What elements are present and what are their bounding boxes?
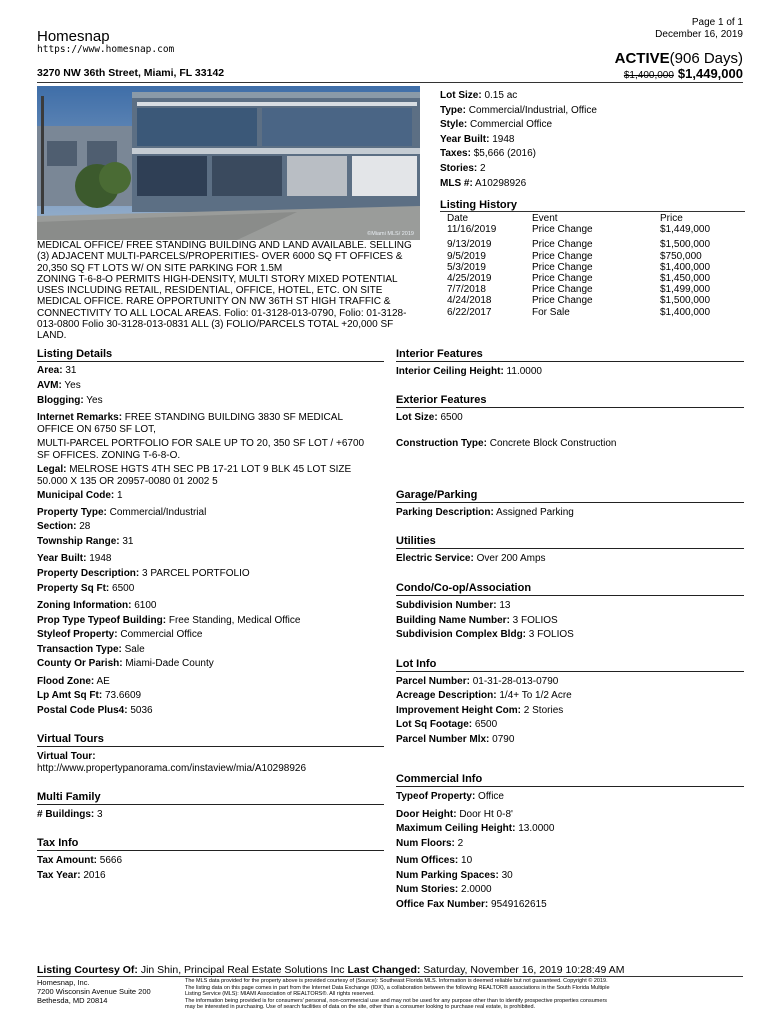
fact-label: MLS #: [440, 177, 473, 189]
field-label: Parcel Number: [396, 676, 470, 687]
row-price: $1,500,000 [660, 239, 711, 251]
property-photo-image [37, 86, 420, 240]
field-value: 31 [62, 365, 77, 376]
remarks-line: MEDICAL OFFICE/ FREE STANDING BUILDING AND LAND AVAILABLE. SELLING [37, 240, 412, 251]
field-parcel-mlx [396, 734, 514, 746]
field-label: Num Floors: [396, 838, 455, 849]
field-property-description [37, 568, 250, 580]
row-price: $1,499,000 [660, 284, 711, 296]
field-label: Property Sq Ft: [37, 583, 110, 594]
field-label: Area: [37, 365, 63, 376]
remarks-line: 20,350 SQ FT LOTS W/ ON SITE PARKING FOR 1.5M [37, 262, 283, 274]
table-row [447, 262, 747, 273]
field-label: AVM: [37, 380, 62, 391]
row-event: Price Change [532, 272, 593, 284]
section-utilities: Utilities [396, 535, 744, 549]
current-price: $1,449,000 [677, 66, 743, 81]
field-label: Num Stories: [396, 884, 459, 895]
field-section [37, 521, 90, 533]
courtesy-value: Jin Shin, Principal Real Estate Solutions Inc [137, 964, 348, 976]
field-value: Free Standing, Medical Office [166, 615, 301, 626]
field-label: Virtual Tour: [37, 751, 96, 762]
field-value: 13.0000 [515, 823, 555, 834]
courtesy-label: Listing Courtesy Of: [37, 964, 138, 976]
fact-stories [440, 162, 750, 177]
field-postal-plus4 [37, 705, 153, 717]
fact-label: Lot Size: [440, 90, 482, 101]
table-row [447, 307, 747, 318]
field-municipal-code [37, 490, 123, 502]
price-block [624, 66, 743, 81]
old-price: $1,400,000 [623, 70, 674, 81]
field-value: Yes [61, 380, 81, 391]
field-lp-amt [37, 690, 141, 702]
disclaimer [185, 978, 745, 1011]
fact-label: Taxes: [440, 148, 471, 160]
field-label: Lp Amt Sq Ft: [37, 690, 103, 701]
field-value: 5036 [127, 705, 153, 716]
field-value: 6500 [472, 719, 498, 730]
company-city: Bethesda, MD 20814 [37, 996, 108, 1005]
field-buildings [37, 809, 103, 821]
field-parking-description [396, 507, 574, 519]
row-event: Price Change [532, 295, 593, 307]
fact-style [440, 118, 750, 133]
field-label: Municipal Code: [37, 490, 115, 501]
field-value: 10 [458, 855, 473, 866]
field-township-range [37, 536, 134, 548]
field-tax-year [37, 870, 106, 882]
row-date: 7/7/2018 [447, 284, 486, 296]
field-label: Tax Year: [37, 870, 81, 881]
field-label: Internet Remarks: [37, 412, 123, 423]
row-date: 11/16/2019 [447, 224, 497, 236]
field-value: 2 Stories [521, 705, 564, 716]
field-value: 1 [114, 490, 123, 501]
field-value: 28 [76, 521, 91, 532]
field-transaction-type [37, 644, 145, 656]
row-date: 9/5/2019 [447, 250, 486, 262]
field-value: 11.0000 [503, 366, 542, 377]
fact-value: 1948 [489, 133, 515, 145]
field-zoning-information [37, 600, 156, 612]
field-value: 3 FOLIOS [526, 629, 574, 640]
field-blogging [37, 395, 103, 407]
disclaimer-line: The information being provided is for consumers' personal, non-commercial use and may not be used for any purpose other than to identify prospective properties consumers [185, 997, 608, 1004]
disclaimer-line: The MLS data provided for the property above is provided courtesy of (Source): Southeast Florida MLS. Information is deemed reliable but not guaranteed. Copyright © 2019. [185, 978, 608, 984]
row-date: 4/25/2019 [447, 272, 492, 284]
field-label: Maximum Ceiling Height: [396, 823, 516, 834]
field-value: Over 200 Amps [473, 553, 546, 564]
changed-label: Last Changed: [347, 964, 421, 976]
field-label: Interior Ceiling Height: [396, 366, 504, 377]
field-label: Subdivision Number: [396, 600, 497, 611]
field-value: MELROSE HGTS 4TH SEC PB 17-21 LOT 9 BLK 45 LOT SIZE [66, 464, 352, 475]
company-name: Homesnap, Inc. [37, 978, 90, 987]
fact-value: 2 [477, 162, 486, 174]
field-value-cont: SF OFFICES. ZONING T-6-8-O. [37, 450, 181, 461]
row-price: $1,400,000 [660, 306, 711, 318]
field-value: 3 PARCEL PORTFOLIO [139, 568, 250, 579]
field-acreage [396, 690, 572, 702]
section-virtual-tours: Virtual Tours [37, 733, 384, 747]
field-interior-ceiling-height [396, 366, 542, 378]
fact-mls [440, 177, 750, 192]
field-value: 5666 [97, 855, 123, 866]
field-prop-type-building [37, 615, 300, 627]
field-value: 01-31-28-013-0790 [469, 676, 559, 687]
field-ext-lot-size [396, 412, 463, 424]
row-price: $1,450,000 [660, 272, 711, 284]
fact-value: A10298926 [472, 177, 527, 189]
field-label: Tax Amount: [37, 855, 97, 866]
field-value: Miami-Dade County [122, 658, 214, 669]
row-date: 9/13/2019 [447, 239, 492, 251]
fact-value: $5,666 (2016) [470, 148, 537, 160]
field-value: 2016 [80, 870, 106, 881]
section-commercial-info: Commercial Info [396, 773, 744, 787]
row-price: $750,000 [660, 250, 702, 262]
listing-address: 3270 NW 36th Street, Miami, FL 33142 [37, 67, 225, 79]
section-lot-info: Lot Info [396, 658, 744, 672]
section-listing-details: Listing Details [37, 348, 384, 362]
field-door-height [396, 809, 513, 821]
field-label: Property Type: [37, 507, 107, 518]
row-date: 6/22/2017 [447, 306, 492, 318]
field-year-built [37, 553, 112, 565]
field-property-type [37, 507, 206, 519]
property-photo [37, 86, 420, 240]
field-label: # Buildings: [37, 809, 95, 820]
row-price: $1,400,000 [660, 261, 711, 273]
field-value: 9549162615 [488, 899, 547, 910]
field-construction-type [396, 438, 616, 450]
field-label: Township Range: [37, 536, 120, 547]
field-label: Building Name Number: [396, 615, 510, 626]
fact-value: 0.15 ac [481, 90, 518, 101]
field-num-parking [396, 870, 513, 882]
field-label: Styleof Property: [37, 629, 118, 640]
field-improvement-height [396, 705, 563, 717]
row-event: Price Change [532, 250, 593, 262]
listing-history-title: Listing History [440, 199, 518, 211]
field-label: Subdivision Complex Bldg: [396, 629, 527, 640]
table-header [447, 213, 747, 224]
remarks-line: ZONING T-6-8-O PERMITS HIGH-DENSITY, MULTI STORY MIXED POTENTIAL [37, 273, 398, 285]
field-label: Lot Sq Footage: [396, 719, 473, 730]
row-date: 4/24/2018 [447, 295, 492, 307]
row-price: $1,449,000 [660, 224, 711, 236]
row-event: For Sale [532, 306, 570, 318]
field-value: Commercial Office [117, 629, 203, 640]
field-area [37, 365, 76, 377]
field-label: Num Parking Spaces: [396, 870, 499, 881]
page-date: December 16, 2019 [655, 29, 743, 40]
field-max-ceiling-height [396, 823, 554, 835]
row-price: $1,500,000 [660, 295, 711, 307]
fact-label: Style: [440, 119, 468, 131]
company-street: 7200 Wisconsin Avenue Suite 200 [37, 987, 151, 996]
field-typeof-property [396, 791, 504, 803]
footer-divider [37, 976, 743, 977]
col-date: Date [447, 213, 469, 224]
field-label: Construction Type: [396, 438, 487, 449]
field-subdivision-number [396, 600, 510, 612]
field-label: Postal Code Plus4: [37, 705, 128, 716]
col-event: Event [532, 213, 558, 224]
field-value: AE [94, 676, 110, 687]
field-label: Num Offices: [396, 855, 459, 866]
fact-lot-size [440, 89, 750, 104]
field-lot-sq-footage [396, 719, 497, 731]
field-style-of-property [37, 629, 202, 641]
remarks-line: CONNECTIVITY TO ALL LOCAL AREAS. Folio: 01-3128-013-0790, Folio: 01-3128- [37, 307, 407, 319]
remarks-line: (3) ADJACENT MULTI-PARCELS/PROPERITIES- OVER 6000 SQ FT OFFICES & [37, 251, 403, 263]
listing-history-divider [440, 211, 745, 212]
field-flood-zone [37, 676, 110, 688]
field-value: Concrete Block Construction [486, 438, 617, 449]
remarks-line: LAND. [37, 330, 67, 342]
row-date: 5/3/2019 [447, 261, 486, 273]
field-label: Prop Type Typeof Building: [37, 615, 167, 626]
field-internet-remarks [37, 412, 387, 462]
field-label: Parcel Number Mlx: [396, 734, 490, 745]
field-value: Office [475, 791, 504, 802]
field-label: Transaction Type: [37, 644, 122, 655]
field-complex-bldg [396, 629, 574, 641]
field-value: FREE STANDING BUILDING 3830 SF MEDICAL [122, 412, 344, 423]
field-value: 3 FOLIOS [509, 615, 558, 626]
disclaimer-line: The listing data on this page comes in part from the Internet Data Exchange (IDX), a collaboration between the following REALTOR® associations in the South Florida Multiple [185, 984, 610, 991]
field-label: Improvement Height Com: [396, 705, 522, 716]
table-row [447, 273, 747, 284]
brand-url[interactable]: https://www.homesnap.com [37, 44, 175, 55]
field-value-cont: 50.000 X 135 OR 20957-0080 01 2002 5 [37, 476, 218, 487]
brand-name: Homesnap [37, 28, 110, 45]
field-value: 6500 [437, 412, 463, 423]
field-value: Assigned Parking [493, 507, 574, 518]
section-exterior-features: Exterior Features [396, 394, 744, 408]
field-value-cont: OFFICE ON 6750 SF LOT, [37, 424, 156, 435]
row-event: Price Change [532, 261, 593, 273]
fact-year-built [440, 133, 750, 148]
field-value: 6100 [131, 600, 157, 611]
row-event: Price Change [532, 239, 593, 251]
table-row [447, 224, 747, 235]
field-num-stories [396, 884, 492, 896]
field-value: 13 [496, 600, 511, 611]
fact-value: Commercial Office [467, 119, 553, 131]
section-multi-family: Multi Family [37, 791, 384, 805]
fact-value: Commercial/Industrial, Office [465, 104, 597, 116]
section-tax-info: Tax Info [37, 837, 384, 851]
field-electric-service [396, 553, 546, 565]
remarks-line: 013-0800 Folio 30-3128-013-0831 ALL (3) FOLIO/PARCELS TOTAL +20,000 SF [37, 319, 394, 331]
changed-value: Saturday, November 16, 2019 10:28:49 AM [420, 964, 625, 976]
field-label: Year Built: [37, 553, 87, 564]
quick-facts [440, 89, 750, 191]
field-legal [37, 464, 387, 488]
field-num-floors [396, 838, 463, 850]
field-value: Door Ht 0-8' [456, 809, 513, 820]
field-office-fax [396, 899, 547, 911]
table-row [447, 251, 747, 262]
field-label: Zoning Information: [37, 600, 132, 611]
field-avm [37, 380, 81, 392]
fact-label: Year Built: [440, 133, 490, 145]
field-value-cont: MULTI-PARCEL PORTFOLIO FOR SALE UP TO 20, 350 SF LOT / +6700 [37, 438, 365, 449]
field-label: Door Height: [396, 809, 457, 820]
table-row [447, 239, 747, 250]
field-label: Office Fax Number: [396, 899, 489, 910]
page-number: Page 1 of 1 [691, 17, 743, 28]
field-value: 2.0000 [458, 884, 492, 895]
field-label: Electric Service: [396, 553, 474, 564]
field-value: 30 [498, 870, 513, 881]
field-label: Legal: [37, 464, 67, 475]
col-price: Price [660, 213, 683, 224]
fact-type [440, 104, 750, 119]
listing-remarks [37, 240, 420, 342]
field-value: Sale [121, 644, 145, 655]
remarks-line: USES INCLUDING RETAIL, RESIDENTIAL, OFFICE, HOTEL, ETC. ON SITE [37, 285, 383, 297]
section-condo: Condo/Co-op/Association [396, 582, 744, 596]
field-value: 2 [454, 838, 464, 849]
field-value: 3 [94, 809, 103, 820]
header-divider [37, 82, 743, 83]
page-info [655, 17, 743, 41]
field-label: County Or Parish: [37, 658, 123, 669]
days-on-market: (906 Days) [669, 50, 743, 67]
field-value: 0790 [489, 734, 515, 745]
field-parcel-number [396, 676, 558, 688]
table-row [447, 295, 747, 306]
disclaimer-line: Listing Service (MLS): MIAMI Association of REALTORS®. All rights reserved. [185, 991, 375, 998]
row-event: Price Change [532, 224, 593, 236]
field-label: Flood Zone: [37, 676, 95, 687]
field-value: 31 [119, 536, 134, 547]
field-label: Parking Description: [396, 507, 494, 518]
field-label: Property Description: [37, 568, 140, 579]
field-label: Typeof Property: [396, 791, 476, 802]
field-label: Section: [37, 521, 77, 532]
fact-label: Type: [440, 104, 466, 116]
field-label: Blogging: [37, 395, 84, 406]
field-value: 73.6609 [102, 690, 142, 701]
field-virtual-tour-label [37, 751, 96, 763]
virtual-tour-link[interactable]: http://www.propertypanorama.com/instaview/mia/A10298926 [37, 763, 307, 774]
listing-courtesy [37, 964, 624, 976]
fact-taxes [440, 147, 750, 162]
section-interior-features: Interior Features [396, 348, 744, 362]
field-value: Commercial/Industrial [106, 507, 207, 518]
field-value: 6500 [109, 583, 135, 594]
field-label: Acreage Description: [396, 690, 497, 701]
remarks-line: MEDICAL OFFICE. RARE OPPORTUNITY ON NW 36TH ST HIGH TRAFFIC & [37, 296, 391, 308]
fact-label: Stories: [440, 162, 478, 174]
section-garage-parking: Garage/Parking [396, 489, 744, 503]
field-property-sq-ft [37, 583, 134, 595]
field-value: 1948 [86, 553, 112, 564]
row-event: Price Change [532, 284, 593, 296]
listing-status [615, 50, 743, 67]
field-tax-amount [37, 855, 122, 867]
field-county [37, 658, 214, 670]
company-address [37, 978, 177, 1005]
listing-history-table [447, 213, 747, 318]
field-value: Yes [83, 395, 103, 406]
photo-watermark: ©Miami MLS/ 2019 [367, 231, 414, 237]
field-num-offices [396, 855, 472, 867]
field-value: 1/4+ To 1/2 Acre [496, 690, 572, 701]
status-label: ACTIVE [614, 50, 670, 67]
disclaimer-line: may be interested in purchasing. Use of search facilities of data on the site, other than a consumer looking to purchase real estate, is prohibited. [185, 1004, 536, 1011]
field-building-name [396, 615, 558, 627]
table-row [447, 284, 747, 295]
field-label: Lot Size: [396, 412, 438, 423]
